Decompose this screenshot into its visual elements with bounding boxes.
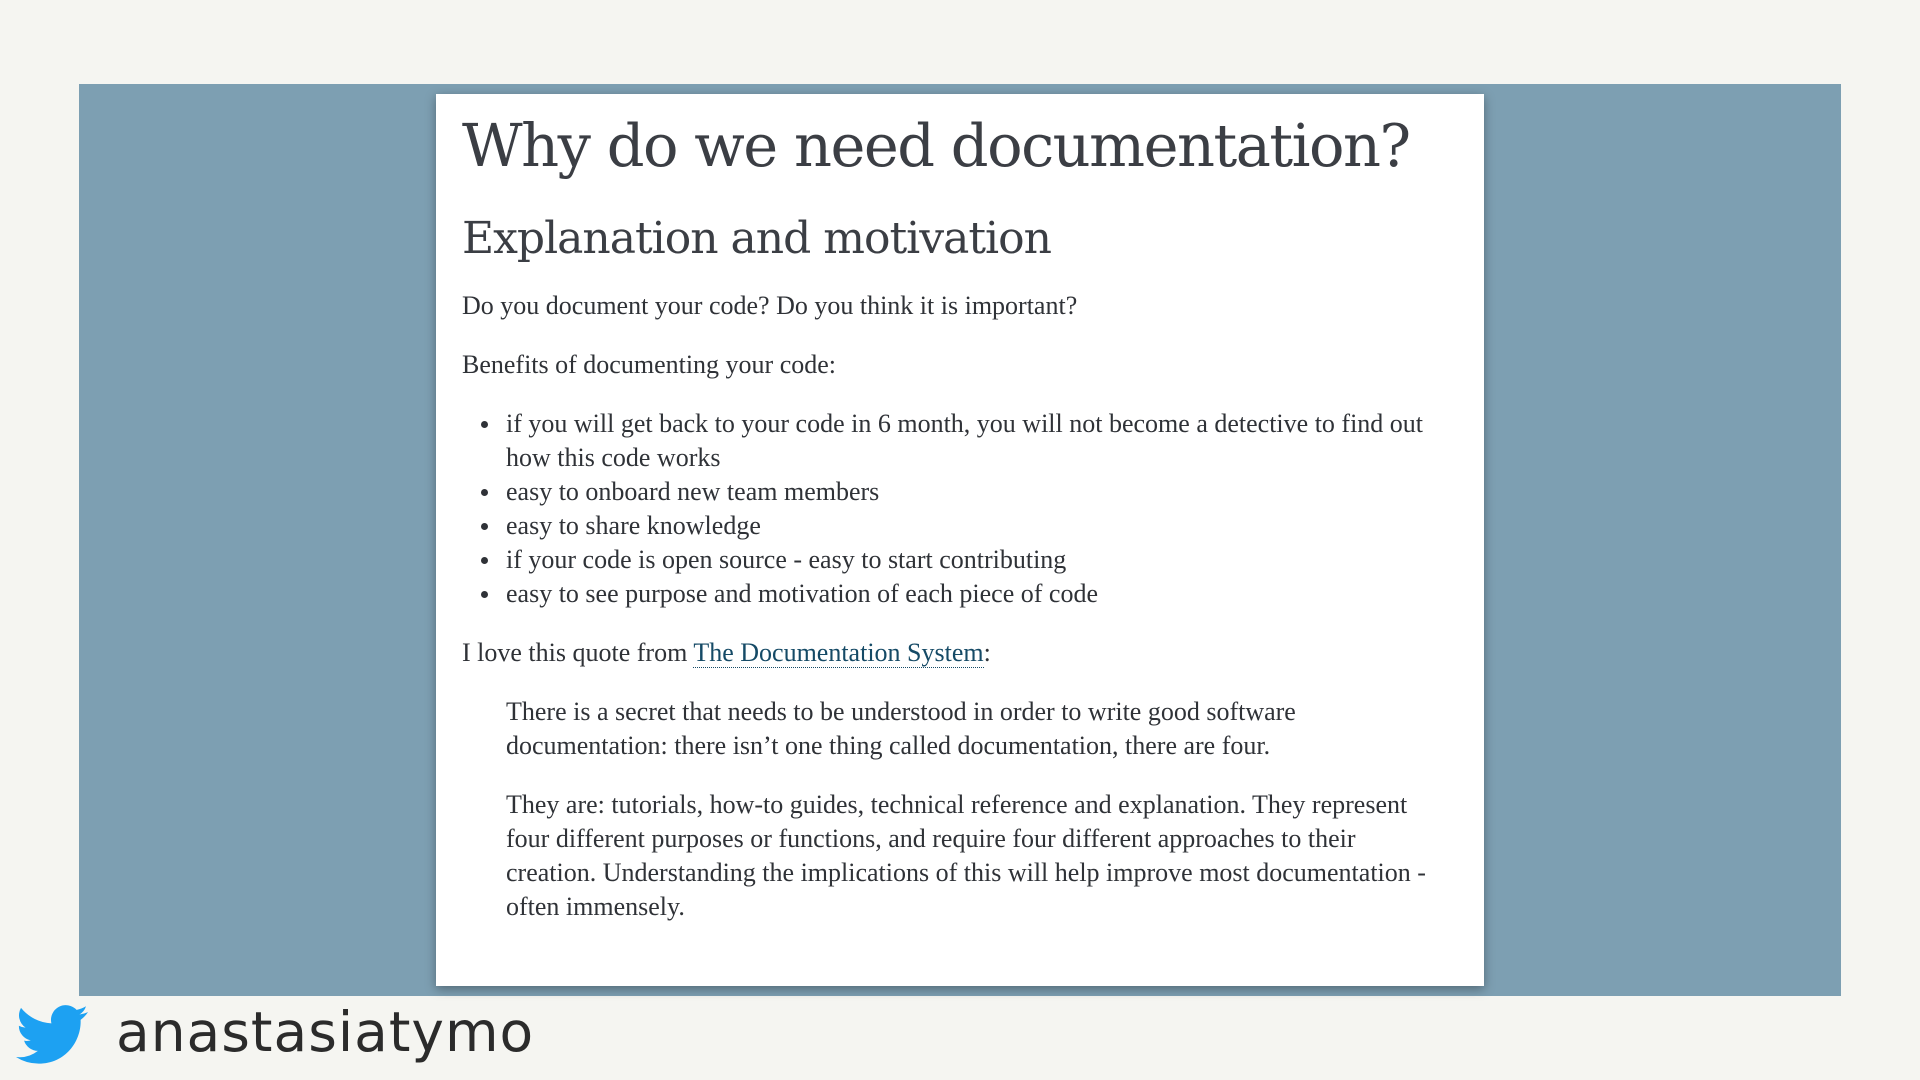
quote-paragraph: There is a secret that needs to be understood in order to write good software documentation: there isn’t one thing called documentation, there are four. xyxy=(506,697,1296,760)
section-heading: Explanation and motivation xyxy=(462,213,1051,264)
list-item: easy to share knowledge xyxy=(506,509,1434,543)
blockquote xyxy=(506,695,1434,924)
twitter-bird-icon xyxy=(16,1004,88,1066)
twitter-handle: anastasiatymo xyxy=(116,1000,535,1064)
quote-intro-text: I love this quote from xyxy=(462,638,694,667)
page-title: Why do we need documentation? xyxy=(462,111,1410,180)
list-item: if your code is open source - easy to start contributing xyxy=(506,543,1434,577)
list-item: easy to onboard new team members xyxy=(506,475,1434,509)
documentation-page xyxy=(436,94,1484,986)
quote-intro-colon: : xyxy=(983,638,991,667)
quote-intro-paragraph xyxy=(462,636,1434,670)
list-item: if you will get back to your code in 6 month, you will not become a detective to find out how this code works xyxy=(506,407,1434,475)
benefits-list xyxy=(462,407,1434,611)
benefits-intro: Benefits of documenting your code: xyxy=(462,350,837,379)
documentation-system-link[interactable]: The Documentation System xyxy=(693,638,984,667)
quote-paragraph: They are: tutorials, how-to guides, technical reference and explanation. They represent four different purposes or functions, and require four different approaches to their creation. Understanding the implications of this will help improve most documentation - often immensely. xyxy=(506,790,1426,921)
list-item: easy to see purpose and motivation of each piece of code xyxy=(506,577,1434,611)
intro-question: Do you document your code? Do you think it is important? xyxy=(462,291,1078,320)
